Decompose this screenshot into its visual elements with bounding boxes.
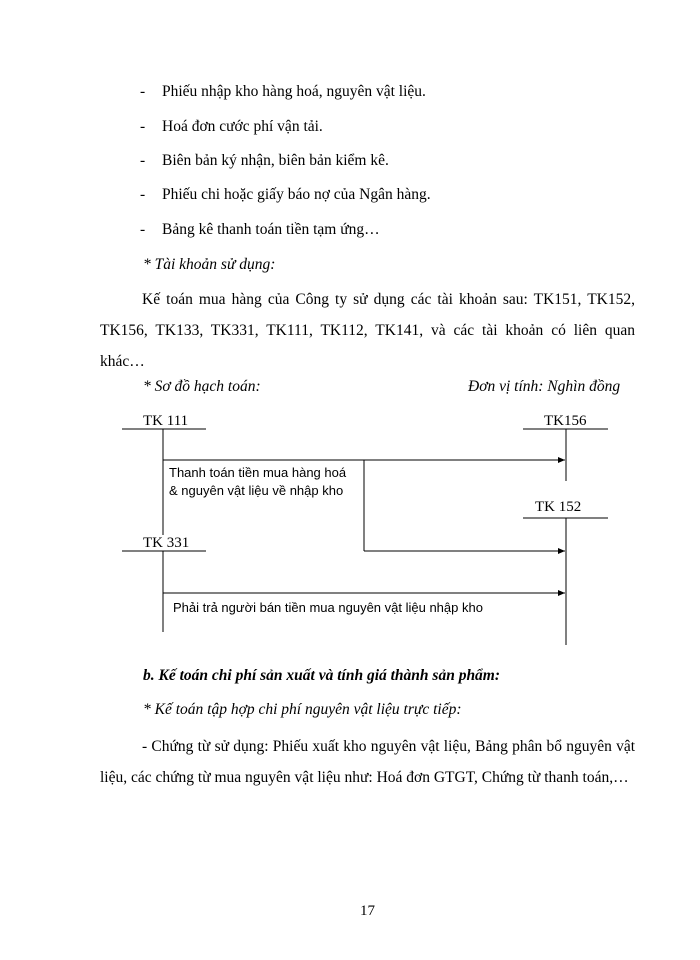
bullet-dash: - (140, 83, 146, 100)
diagram-heading: * Sơ đồ hạch toán: (143, 378, 261, 395)
bullet-dash: - (140, 221, 146, 238)
bullet-item: Phiếu chi hoặc giấy báo nợ của Ngân hàng. (162, 186, 431, 203)
tk156-label: TK156 (544, 413, 587, 429)
unit-note: Đơn vị tính: Nghìn đồng (468, 378, 621, 395)
accounts-paragraph: Kế toán mua hàng của Công ty sử dụng các tài khoản sau: TK151, TK152, TK156, TK133, TK331, TK111, TK112, TK141, và các tài khoản có liên quan khác… (100, 291, 635, 370)
materials-heading: * Kế toán tập hợp chi phí nguyên vật liệu trực tiếp: (143, 701, 462, 718)
bullet-item: Bảng kê thanh toán tiền tạm ứng… (162, 221, 380, 238)
bullet-item: Biên bản ký nhận, biên bản kiểm kê. (162, 152, 389, 169)
flow-label-payment-line2: & nguyên vật liệu về nhập kho (169, 483, 344, 498)
documents-paragraph: - Chứng từ sử dụng: Phiếu xuất kho nguyên vật liệu, Bảng phân bổ nguyên vật liệu, các chứng từ mua nguyên vật liệu như: Hoá đơn GTGT, Chứng từ thanh toán,… (100, 738, 635, 786)
bullet-dash: - (140, 186, 146, 203)
bullet-item: Phiếu nhập kho hàng hoá, nguyên vật liệu. (162, 83, 426, 100)
bullet-dash: - (140, 118, 146, 135)
flow-label-payment-line1: Thanh toán tiền mua hàng hoá (169, 465, 347, 480)
tk331-label: TK 331 (143, 535, 190, 551)
section-b-heading: b. Kế toán chi phí sản xuất và tính giá thành sản phẩm: (143, 667, 501, 684)
tk152-label: TK 152 (535, 499, 582, 515)
bullet-dash: - (140, 152, 146, 169)
page-number: 17 (360, 903, 375, 919)
accounts-heading: * Tài khoản sử dụng: (143, 256, 276, 273)
flow-label-payable: Phải trả người bán tiền mua nguyên vật liệu nhập kho (173, 600, 483, 615)
tk111-label: TK 111 (143, 413, 189, 429)
bullet-item: Hoá đơn cước phí vận tải. (162, 118, 323, 135)
